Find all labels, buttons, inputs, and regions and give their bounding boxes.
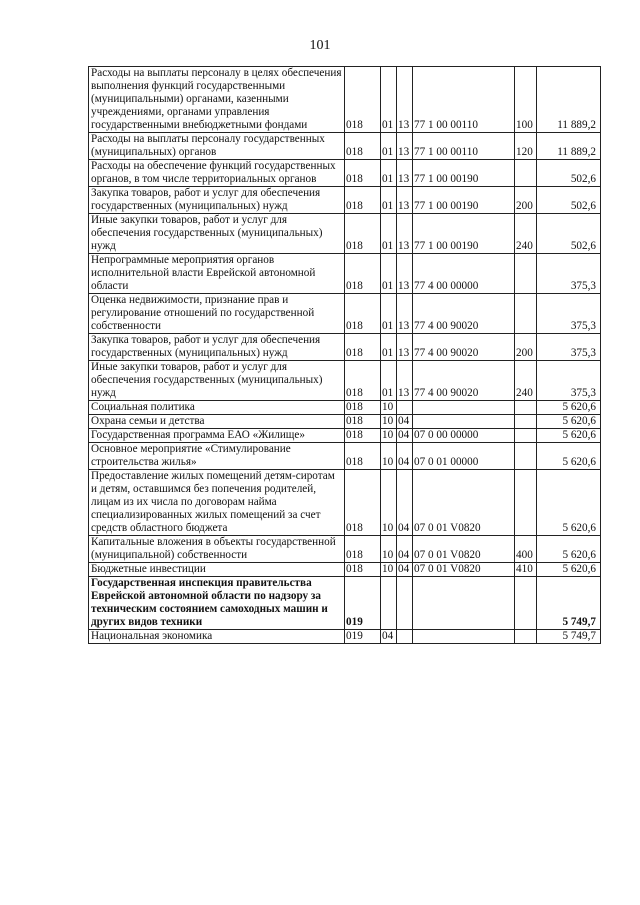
row-grbs-code: 018 xyxy=(345,536,381,563)
row-name: Капитальные вложения в объекты государственной (муниципальной) собственности xyxy=(89,536,345,563)
row-expense-type-code xyxy=(515,630,537,644)
row-subsection-code: 04 xyxy=(397,470,413,536)
row-amount: 502,6 xyxy=(537,214,601,254)
row-grbs-code: 018 xyxy=(345,443,381,470)
row-section-code: 01 xyxy=(381,160,397,187)
table-row xyxy=(89,415,601,429)
row-target-article-code xyxy=(413,577,515,630)
table-row xyxy=(89,133,601,160)
row-expense-type-code: 100 xyxy=(515,67,537,133)
row-subsection-code: 13 xyxy=(397,160,413,187)
row-expense-type-code: 410 xyxy=(515,563,537,577)
row-expense-type-code xyxy=(515,160,537,187)
row-target-article-code: 77 4 00 90020 xyxy=(413,361,515,401)
row-grbs-code: 018 xyxy=(345,470,381,536)
row-section-code: 10 xyxy=(381,536,397,563)
row-section-code: 01 xyxy=(381,334,397,361)
row-section-code: 10 xyxy=(381,563,397,577)
row-amount: 5 620,6 xyxy=(537,429,601,443)
row-section-code: 01 xyxy=(381,133,397,160)
table-row xyxy=(89,67,601,133)
row-subsection-code: 13 xyxy=(397,361,413,401)
row-subsection-code: 13 xyxy=(397,294,413,334)
row-target-article-code xyxy=(413,415,515,429)
row-grbs-code: 018 xyxy=(345,133,381,160)
row-amount: 5 620,6 xyxy=(537,415,601,429)
row-amount: 5 749,7 xyxy=(537,630,601,644)
row-amount: 5 620,6 xyxy=(537,470,601,536)
row-target-article-code: 77 4 00 90020 xyxy=(413,334,515,361)
row-name: Непрограммные мероприятия органов исполнительной власти Еврейской автономной области xyxy=(89,254,345,294)
row-name: Расходы на обеспечение функций государственных органов, в том числе территориальных органов xyxy=(89,160,345,187)
row-name: Расходы на выплаты персоналу государственных (муниципальных) органов xyxy=(89,133,345,160)
table-row xyxy=(89,470,601,536)
row-section-code: 10 xyxy=(381,443,397,470)
table-row xyxy=(89,577,601,630)
row-subsection-code xyxy=(397,401,413,415)
row-subsection-code: 04 xyxy=(397,536,413,563)
table-row xyxy=(89,160,601,187)
row-amount: 5 620,6 xyxy=(537,443,601,470)
row-name: Расходы на выплаты персоналу в целях обеспечения выполнения функций государственными (муниципальными) органами, казенными учреждениями, органами управления государственными внебюджетными фондами xyxy=(89,67,345,133)
row-expense-type-code: 200 xyxy=(515,334,537,361)
row-grbs-code: 018 xyxy=(345,67,381,133)
row-amount: 502,6 xyxy=(537,160,601,187)
row-amount: 375,3 xyxy=(537,334,601,361)
row-subsection-code: 13 xyxy=(397,67,413,133)
row-target-article-code: 07 0 01 V0820 xyxy=(413,470,515,536)
table-row xyxy=(89,536,601,563)
row-amount: 5 620,6 xyxy=(537,563,601,577)
row-subsection-code: 13 xyxy=(397,133,413,160)
row-name: Социальная политика xyxy=(89,401,345,415)
row-target-article-code: 07 0 01 V0820 xyxy=(413,563,515,577)
row-section-code: 01 xyxy=(381,214,397,254)
row-section-code xyxy=(381,577,397,630)
row-target-article-code: 77 1 00 00110 xyxy=(413,133,515,160)
row-expense-type-code: 200 xyxy=(515,187,537,214)
row-expense-type-code xyxy=(515,443,537,470)
row-grbs-code: 018 xyxy=(345,294,381,334)
table-row xyxy=(89,214,601,254)
row-name: Государственная программа ЕАО «Жилище» xyxy=(89,429,345,443)
row-section-code: 10 xyxy=(381,470,397,536)
row-grbs-code: 018 xyxy=(345,254,381,294)
row-subsection-code: 13 xyxy=(397,187,413,214)
row-expense-type-code xyxy=(515,429,537,443)
row-amount: 502,6 xyxy=(537,187,601,214)
row-expense-type-code xyxy=(515,577,537,630)
row-amount: 375,3 xyxy=(537,254,601,294)
row-grbs-code: 019 xyxy=(345,630,381,644)
row-amount: 375,3 xyxy=(537,294,601,334)
row-name: Основное мероприятие «Стимулирование строительства жилья» xyxy=(89,443,345,470)
row-subsection-code: 13 xyxy=(397,334,413,361)
row-grbs-code: 018 xyxy=(345,334,381,361)
row-name: Предоставление жилых помещений детям-сиротам и детям, оставшимся без попечения родителей, лицам из их числа по договорам найма специализированных жилых помещений за счет средств областного бюджета xyxy=(89,470,345,536)
row-expense-type-code: 400 xyxy=(515,536,537,563)
row-grbs-code: 018 xyxy=(345,160,381,187)
row-name: Иные закупки товаров, работ и услуг для обеспечения государственных (муниципальных) нужд xyxy=(89,361,345,401)
row-section-code: 01 xyxy=(381,294,397,334)
row-section-code: 01 xyxy=(381,67,397,133)
row-grbs-code: 018 xyxy=(345,415,381,429)
row-section-code: 04 xyxy=(381,630,397,644)
row-expense-type-code xyxy=(515,254,537,294)
row-section-code: 01 xyxy=(381,254,397,294)
row-expense-type-code: 120 xyxy=(515,133,537,160)
row-section-code: 10 xyxy=(381,429,397,443)
row-target-article-code: 77 4 00 90020 xyxy=(413,294,515,334)
row-target-article-code: 77 1 00 00190 xyxy=(413,160,515,187)
row-name: Охрана семьи и детства xyxy=(89,415,345,429)
row-amount: 5 620,6 xyxy=(537,536,601,563)
row-target-article-code: 77 4 00 00000 xyxy=(413,254,515,294)
row-grbs-code: 018 xyxy=(345,361,381,401)
table-row xyxy=(89,401,601,415)
row-expense-type-code xyxy=(515,401,537,415)
row-subsection-code: 13 xyxy=(397,254,413,294)
row-subsection-code: 04 xyxy=(397,443,413,470)
row-amount: 5 749,7 xyxy=(537,577,601,630)
row-subsection-code: 04 xyxy=(397,415,413,429)
row-subsection-code xyxy=(397,630,413,644)
row-expense-type-code xyxy=(515,470,537,536)
table-row xyxy=(89,294,601,334)
budget-table xyxy=(88,66,601,644)
table-row xyxy=(89,254,601,294)
row-target-article-code: 07 0 01 V0820 xyxy=(413,536,515,563)
table-row xyxy=(89,563,601,577)
table-row xyxy=(89,334,601,361)
row-subsection-code: 04 xyxy=(397,429,413,443)
row-amount: 11 889,2 xyxy=(537,67,601,133)
row-subsection-code: 04 xyxy=(397,563,413,577)
row-amount: 375,3 xyxy=(537,361,601,401)
row-expense-type-code: 240 xyxy=(515,361,537,401)
row-grbs-code: 018 xyxy=(345,429,381,443)
row-target-article-code: 77 1 00 00190 xyxy=(413,187,515,214)
row-name: Закупка товаров, работ и услуг для обеспечения государственных (муниципальных) нужд xyxy=(89,187,345,214)
row-target-article-code: 07 0 00 00000 xyxy=(413,429,515,443)
table-row xyxy=(89,429,601,443)
row-target-article-code xyxy=(413,401,515,415)
row-section-code: 01 xyxy=(381,187,397,214)
table-row xyxy=(89,630,601,644)
row-amount: 5 620,6 xyxy=(537,401,601,415)
row-grbs-code: 018 xyxy=(345,214,381,254)
table-row xyxy=(89,361,601,401)
row-target-article-code: 77 1 00 00110 xyxy=(413,67,515,133)
row-name: Закупка товаров, работ и услуг для обеспечения государственных (муниципальных) нужд xyxy=(89,334,345,361)
table-row xyxy=(89,187,601,214)
row-name: Бюджетные инвестиции xyxy=(89,563,345,577)
row-grbs-code: 019 xyxy=(345,577,381,630)
row-grbs-code: 018 xyxy=(345,401,381,415)
row-section-code: 01 xyxy=(381,361,397,401)
row-target-article-code: 07 0 01 00000 xyxy=(413,443,515,470)
row-section-code: 10 xyxy=(381,401,397,415)
row-name: Национальная экономика xyxy=(89,630,345,644)
row-amount: 11 889,2 xyxy=(537,133,601,160)
row-section-code: 10 xyxy=(381,415,397,429)
row-subsection-code: 13 xyxy=(397,214,413,254)
row-expense-type-code: 240 xyxy=(515,214,537,254)
row-expense-type-code xyxy=(515,415,537,429)
row-subsection-code xyxy=(397,577,413,630)
row-expense-type-code xyxy=(515,294,537,334)
row-name: Государственная инспекция правительства Еврейской автономной области по надзору за техническим состоянием самоходных машин и других видов техники xyxy=(89,577,345,630)
table-row xyxy=(89,443,601,470)
page-number: 101 xyxy=(309,38,331,53)
row-target-article-code: 77 1 00 00190 xyxy=(413,214,515,254)
row-grbs-code: 018 xyxy=(345,563,381,577)
row-name: Иные закупки товаров, работ и услуг для обеспечения государственных (муниципальных) нужд xyxy=(89,214,345,254)
row-grbs-code: 018 xyxy=(345,187,381,214)
row-target-article-code xyxy=(413,630,515,644)
row-name: Оценка недвижимости, признание прав и регулирование отношений по государственной собственности xyxy=(89,294,345,334)
